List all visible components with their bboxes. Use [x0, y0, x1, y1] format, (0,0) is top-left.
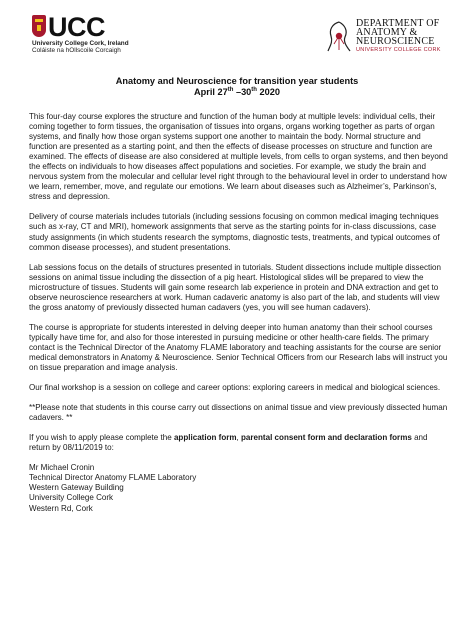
department-line-3: NEUROSCIENCE: [356, 36, 435, 47]
ucc-logo: [32, 14, 105, 40]
address-line: Western Gateway Building: [29, 483, 124, 493]
ucc-name-irish: Coláiste na hOllscoile Corcaigh: [32, 47, 121, 54]
document-body: [29, 112, 450, 514]
apply-text-2: ,: [236, 433, 242, 443]
consent-forms-label: parental consent form and declaration forms: [241, 433, 412, 443]
address-line: Technical Director Anatomy FLAME Laboratory: [29, 473, 197, 483]
paragraph-audience: The course is appropriate for students interested in delving deeper into human anatomy than their school courses typically have time for, and also for those interested in pursuing medicine or other health-care fields. The primary contact is the Technical Director of the Anatomy FLAME laboratory and teaching assistants for the course are senior medical demonstrators in Anatomy & Neuroscience. Senior Technical Officers from our Research labs will instruct you on tissue preparation and image analysis.: [29, 322, 448, 373]
ucc-name-english: University College Cork, Ireland: [32, 40, 129, 47]
address-line: Mr Michael Cronin: [29, 463, 95, 473]
contact-address: [29, 463, 450, 513]
neuron-logo-icon: [326, 20, 352, 54]
title-line: Anatomy and Neuroscience for transition year students: [115, 76, 359, 86]
date-end: –30: [233, 87, 252, 97]
address-line: Western Rd, Cork: [29, 503, 93, 513]
ucc-wordmark: UCC: [48, 12, 105, 42]
letterhead: [20, 14, 460, 64]
date-end-suffix: th: [251, 86, 257, 93]
department-line-4: UNIVERSITY COLLEGE CORK: [356, 47, 441, 53]
date-start-suffix: th: [227, 86, 234, 93]
date-start: April 27: [194, 87, 228, 97]
apply-text-3: and return by 08/11/2019 to:: [29, 433, 428, 453]
department-name: [356, 19, 441, 54]
address-line: University College Cork: [29, 493, 114, 503]
paragraph-delivery: Delivery of course materials includes tutorials (including sessions focusing on common medical imaging techniques such as x-ray, CT and MRI), homework assignments that serve as the starting points for in-class discussions, case study assignments (in which students research the symptoms, diagnostic tests, treatments, and typical outcomes of common disease processes), and student presentations.: [29, 212, 440, 252]
department-logo: [326, 18, 466, 58]
paragraph-overview: This four-day course explores the structure and function of the human body at multiple levels: individual cells, their coming together to form tissues, the organisation of tissues into organs, organs working together as parts of organ systems, and finally how those organ systems support one another to maintain the body. Normal structure and function are presented as a starting point, and then the effects of disease processes on structure and function are examined. The effects of disease are also considered at multiple levels, from cells to organ systems, and then beyond the effects on individuals to how diseases affect populations and societies. For example, we study the brain and nervous system from the molecular and cellular level right through to the behavioural level in order to understand how we learn, remember, move, and regulate our emotions. We learn about diseases such as Alzheimer’s, Parkinson’s, stress and depression.: [29, 112, 448, 202]
department-line-2: ANATOMY &: [356, 27, 418, 38]
title-date: [0, 87, 474, 98]
paragraph-note: **Please note that students in this course carry out dissections on animal tissue and view previously dissected human cadavers. **: [29, 403, 448, 423]
application-form-label: application form: [173, 433, 237, 443]
ucc-crest-icon: [32, 15, 46, 37]
apply-text-1: If you wish to apply please complete the: [29, 433, 174, 443]
date-year: 2020: [256, 87, 280, 97]
paragraph-final-workshop: Our final workshop is a session on college and career options: exploring careers in medical and biological sciences.: [29, 383, 441, 393]
paragraph-apply: [29, 433, 450, 453]
department-line-1: DEPARTMENT OF: [356, 18, 440, 29]
page-title: [0, 76, 474, 98]
paragraph-lab-sessions: Lab sessions focus on the details of structures presented in tutorials. Student dissections include multiple dissection sessions on animal tissue including the dissection of a pig heart. Histological slides will be prepared to view the microstructure of tissues. Students will gain some research lab experience in protein and DNA extraction and get to observe neuroscience researchers at work. Human cadaveric anatomy is also part of the lab, and students will view the gross anatomy of previously dissected human cadavers (yes, you will see human cadavers).: [29, 262, 441, 312]
